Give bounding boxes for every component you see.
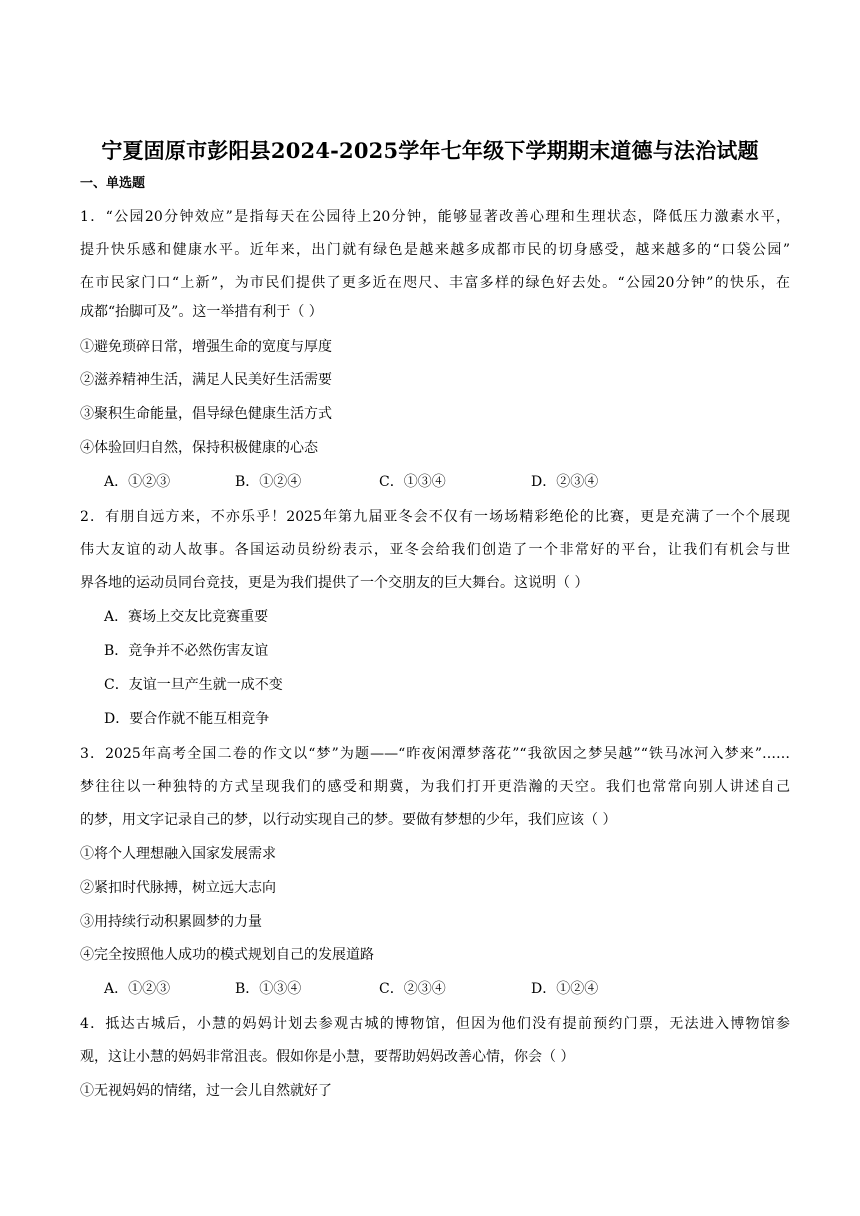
document-title: 宁夏固原市彭阳县2024-2025学年七年级下学期期末道德与法治试题 [101, 138, 759, 163]
q4-statement: ①无视妈妈的情绪，过一会儿自然就好了 [80, 1083, 332, 1099]
q1-stem-line: 在市民家门口“上新”，为市民们提供了更多近在咫尺、丰富多样的绿色好去处。“公园20分钟”的快乐，在 [80, 275, 790, 291]
q4-stem-line: 观，这让小慧的妈妈非常沮丧。假如你是小慧，要帮助妈妈改善心情，你会（ ） [80, 1049, 575, 1065]
q3-statement: ④完全按照他人成功的模式规划自己的发展道路 [80, 947, 374, 963]
q3-stem-line: 的梦，用文字记录自己的梦，以行动实现自己的梦。要做有梦想的少年，我们应该（ ） [80, 812, 617, 828]
q1-option-d[interactable]: D．②③④ [531, 474, 599, 490]
q3-option-a[interactable]: A．①②③ [104, 981, 171, 997]
q3-stem-line: 梦往往以一种独特的方式呈现我们的感受和期冀，为我们打开更浩瀚的天空。我们也常常向别人讲述自己 [80, 779, 790, 795]
q3-stem-line: 3．2025年高考全国二卷的作文以“梦”为题——“昨夜闲潭梦落花”“我欲因之梦吴越”“铁马冰河入梦来”…… [80, 746, 790, 762]
q3-statement: ②紧扣时代脉搏，树立远大志向 [80, 880, 276, 896]
section-heading: 一、单选题 [80, 176, 146, 191]
q1-option-c[interactable]: C．①③④ [379, 474, 446, 490]
q2-stem-line: 界各地的运动员同台竞技，更是为我们提供了一个交朋友的巨大舞台。这说明（ ） [80, 575, 589, 591]
q2-option-d[interactable]: D．要合作就不能互相竞争 [104, 711, 270, 727]
q3-statement: ①将个人理想融入国家发展需求 [80, 846, 276, 862]
q2-stem-line: 2．有朋自远方来，不亦乐乎！2025年第九届亚冬会不仅有一场场精彩绝伦的比赛，更是充满了一个个展现 [80, 509, 790, 525]
q3-option-b[interactable]: B．①③④ [235, 981, 302, 997]
q2-option-b[interactable]: B．竞争并不必然伤害友谊 [104, 643, 269, 659]
q1-stem-line: 提升快乐感和健康水平。近年来，出门就有绿色是越来越多成都市民的切身感受，越来越多的“口袋公园” [80, 242, 790, 258]
q1-statement: ②滋养精神生活，满足人民美好生活需要 [80, 372, 332, 388]
q1-option-a[interactable]: A．①②③ [104, 474, 171, 490]
q1-option-b[interactable]: B．①②④ [235, 474, 302, 490]
q3-option-c[interactable]: C．②③④ [379, 981, 446, 997]
q4-stem-line: 4．抵达古城后，小慧的妈妈计划去参观古城的博物馆，但因为他们没有提前预约门票，无法进入博物馆参 [80, 1016, 790, 1032]
q1-statement: ④体验回归自然，保持积极健康的心态 [80, 440, 318, 456]
q2-option-c[interactable]: C．友谊一旦产生就一成不变 [104, 677, 283, 693]
q3-option-d[interactable]: D．①②④ [531, 981, 599, 997]
q3-statement: ③用持续行动积累圆梦的力量 [80, 914, 262, 930]
q1-stem-line: 1．“公园20分钟效应”是指每天在公园待上20分钟，能够显著改善心理和生理状态，降低压力激素水平， [80, 209, 790, 225]
q1-statement: ①避免琐碎日常，增强生命的宽度与厚度 [80, 339, 332, 355]
q2-stem-line: 伟大友谊的动人故事。各国运动员纷纷表示，亚冬会给我们创造了一个非常好的平台，让我们有机会与世 [80, 542, 790, 558]
q1-statement: ③聚积生命能量，倡导绿色健康生活方式 [80, 406, 332, 422]
q2-option-a[interactable]: A．赛场上交友比竞赛重要 [104, 609, 269, 625]
q1-stem-line: 成都“抬脚可及”。这一举措有利于（ ） [80, 304, 323, 320]
